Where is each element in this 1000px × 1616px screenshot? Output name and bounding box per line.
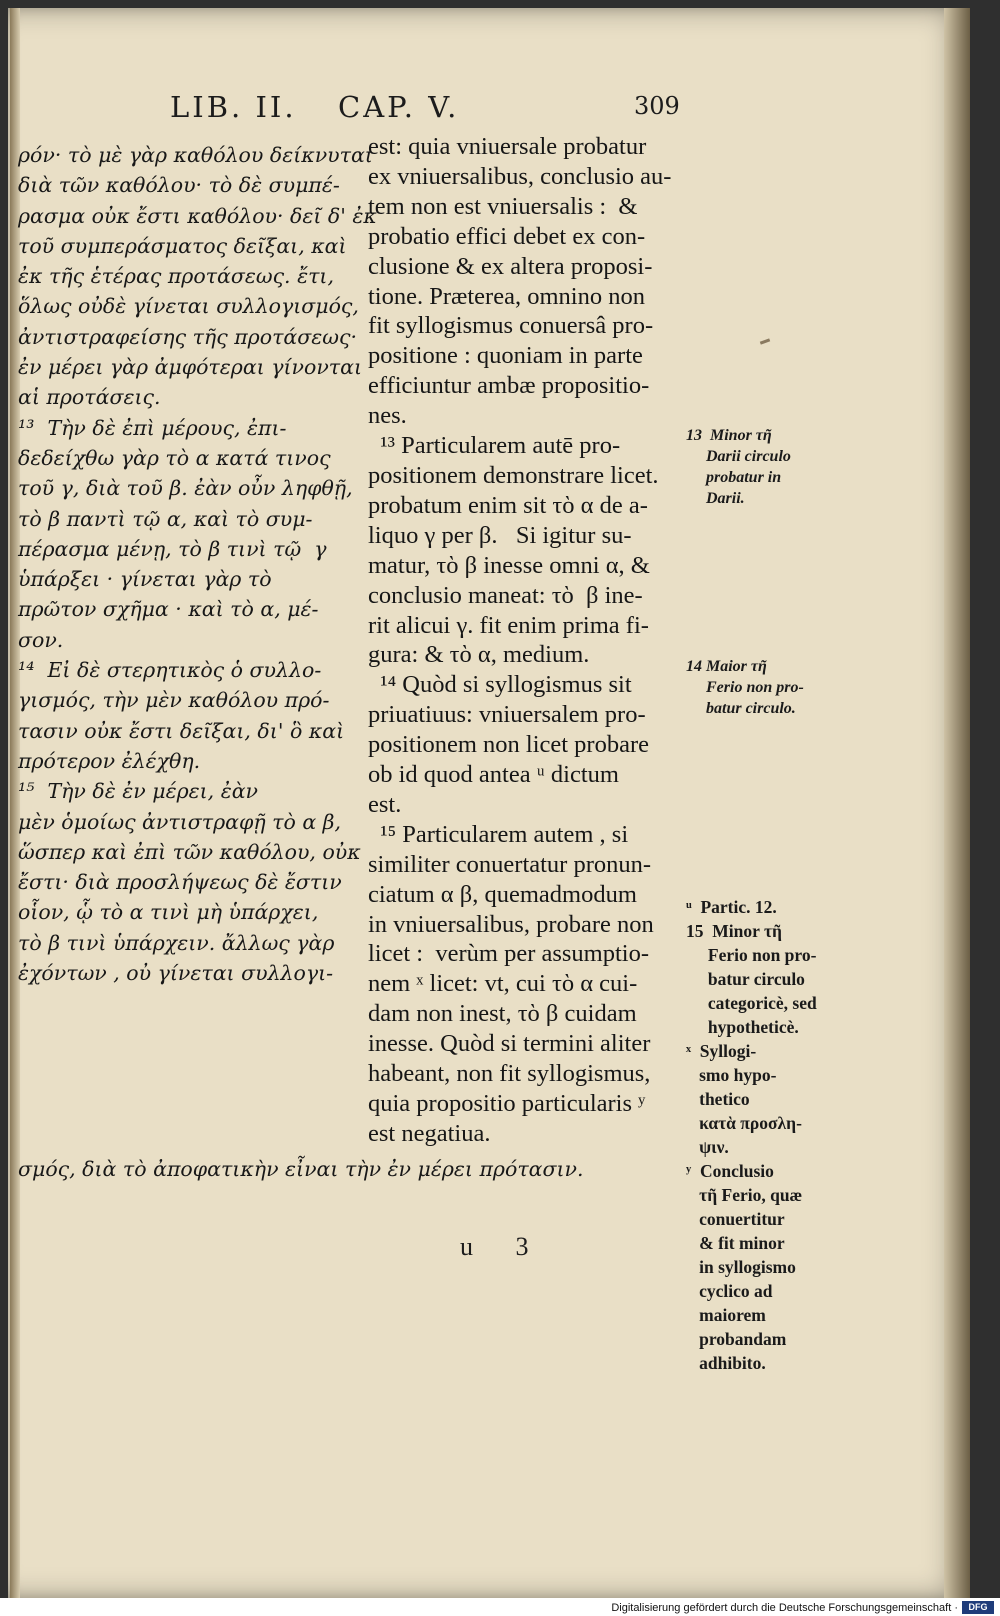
- latin-text-line: habeant, non fit syllogismus,: [368, 1060, 651, 1088]
- latin-text-line: conclusio maneat: τὸ β ine-: [368, 581, 643, 609]
- latin-text-line: ¹⁴ Quòd si syllogismus sit: [368, 671, 632, 699]
- greek-text-line: ὅλως οὐδὲ γίνεται συλλογισμός,: [18, 294, 359, 319]
- latin-text-line: probatum enim sit τὸ α de a-: [368, 491, 648, 519]
- latin-text-line: priuatiuus: vniuersalem pro-: [368, 701, 646, 729]
- footer-credit: Digitalisierung gefördert durch die Deutsche Forschungsgemeinschaft ·: [611, 1602, 958, 1614]
- latin-text-line: positionem non licet probare: [368, 731, 649, 759]
- greek-text-line: αἱ προτάσεις.: [18, 385, 161, 410]
- signature-mark: u 3: [460, 1232, 547, 1261]
- latin-text-line: ciatum α β, quemadmodum: [368, 880, 637, 908]
- latin-text-line: clusione & ex altera proposi-: [368, 252, 653, 280]
- latin-text-line: positionem demonstrare licet.: [368, 461, 659, 489]
- greek-text-line: μὲν ὁμοίως ἀντιστραφῇ τὸ α β,: [18, 809, 342, 834]
- running-header: [170, 90, 690, 130]
- latin-text-line: est: quia vniuersale probatur: [368, 133, 647, 160]
- greek-text-line: πέρασμα μένῃ, τὸ β τινὶ τῷ γ: [18, 536, 327, 561]
- greek-text-line: ἔστι· διὰ προσλήψεως δὲ ἔστιν: [18, 870, 342, 895]
- latin-text-line: probatio effici debet ex con-: [368, 222, 646, 250]
- latin-text-line: matur, τὸ β inesse omni α, &: [368, 551, 650, 579]
- greek-text-line: ¹⁵ Τὴν δὲ ἐν μέρει, ἐὰν: [18, 779, 258, 804]
- greek-text-line: τοῦ συμπεράσματος δεῖξαι, καὶ: [18, 233, 347, 258]
- latin-text-line: quia propositio particularis ʸ: [368, 1090, 646, 1117]
- latin-text-line: tem non est vniuersalis : &: [368, 192, 638, 220]
- greek-text-line: δεδείχθω γὰρ τὸ α κατά τινος: [18, 445, 331, 470]
- greek-text-line: σον.: [18, 627, 64, 652]
- latin-text-line: inesse. Quòd si termini aliter: [368, 1030, 651, 1058]
- greek-text-line: οἷον, ᾧ τὸ α τινὶ μὴ ὑπάρχει,: [18, 900, 319, 925]
- latin-text-line: ¹³ Particularem autē pro-: [368, 432, 621, 460]
- footer-bar: [0, 1598, 1000, 1616]
- greek-text-line: ¹⁴ Εἰ δὲ στερητικὸς ὁ συλλο-: [18, 658, 322, 683]
- page-edge-shadow: [944, 8, 970, 1598]
- latin-text-column: [368, 132, 683, 1149]
- latin-text-line: nem ˣ licet: vt, cui τὸ α cui-: [368, 970, 638, 998]
- margin-notes-lower: ᵘ Partic. 12. 15 Minor τῆ Ferio non pro- batur circulo categoricè, sed hypotheticè. ˣ Syllogi- smo hypo- thetico κατὰ προσλη- ψιν. ʸ Conclusio τῆ Ferio, quæ conuertitur & fit minor in syllogismo cyclico ad maiorem probandam adhibito.: [686, 897, 817, 1373]
- greek-text-line: ἐκ τῆς ἑτέρας προτάσεως. ἔτι,: [18, 264, 334, 289]
- greek-text-line: πρῶτον σχῆμα · καὶ τὸ α, μέ-: [18, 597, 319, 622]
- latin-text-line: rit alicui γ. fit enim prima fi-: [368, 611, 649, 639]
- greek-text-line: τοῦ γ, διὰ τοῦ β. ἐὰν οὖν ληφθῇ,: [18, 476, 353, 501]
- latin-text-line: similiter conuertatur pronun-: [368, 850, 652, 878]
- greek-text-line: ὑπάρξει · γίνεται γὰρ τὸ: [18, 567, 272, 592]
- greek-text-line: τὸ β παντὶ τῷ α, καὶ τὸ συμ-: [18, 506, 313, 531]
- latin-text-line: dam non inest, τὸ β cuidam: [368, 1000, 637, 1028]
- greek-text-line: ἀντιστραφείσης τῆς προτάσεως·: [18, 324, 357, 349]
- latin-text-line: in vniuersalibus, probare non: [368, 910, 654, 938]
- latin-text-line: liquo γ per β. Si igitur su-: [368, 521, 632, 549]
- latin-text-line: tione. Præterea, omnino non: [368, 282, 645, 310]
- latin-text-line: efficiuntur ambæ propositio-: [368, 372, 650, 400]
- latin-text-line: ob id quod antea ᵘ dictum: [368, 761, 619, 789]
- latin-text-line: fit syllogismus conuersâ pro-: [368, 312, 654, 340]
- greek-text-line: ρασμα οὐκ ἔστι καθόλου· δεῖ δ' ἐκ: [18, 203, 377, 228]
- latin-text-line: ¹⁵ Particularem autem , si: [368, 820, 629, 848]
- page-number: 309: [634, 92, 680, 120]
- greek-text-line: διὰ τῶν καθόλου· τὸ δὲ συμπέ-: [18, 173, 340, 198]
- latin-text-line: gura: & τὸ α, medium.: [368, 641, 590, 669]
- header-chapter: CAP. V.: [338, 90, 460, 124]
- greek-text-line: ρόν· τὸ μὲ γὰρ καθόλου δείκνυται: [18, 143, 373, 167]
- greek-text-line: τὸ β τινὶ ὑπάρχειν. ἄλλως γὰρ: [18, 930, 335, 955]
- greek-text-line: ἐχόντων , οὐ γίνεται συλλογι-: [18, 961, 334, 986]
- latin-text-line: est.: [368, 790, 402, 818]
- latin-text-line: est negatiua.: [368, 1119, 491, 1147]
- margin-notes-upper: 13 Minor τῆ Darii circulo probatur in Darii. 14 Maior τῆ Ferio non pro- batur circulo.: [686, 427, 804, 717]
- greek-text-line: ἐν μέρει γὰρ ἀμφότεραι γίνονται: [18, 355, 363, 380]
- greek-text-column: [18, 140, 377, 988]
- greek-text-line: τασιν οὐκ ἔστι δεῖξαι, δι' ὃ καὶ: [18, 718, 345, 743]
- latin-text-line: nes.: [368, 402, 407, 430]
- greek-tail-line: σμός, διὰ τὸ ἀποφατικὴν εἶναι τὴν ἐν μέρει πρότασιν.: [18, 1157, 584, 1181]
- dfg-logo-icon: DFG: [962, 1601, 994, 1614]
- latin-text-line: licet : verùm per assumptio-: [368, 940, 649, 968]
- header-book: LIB. II.: [170, 90, 297, 124]
- greek-text-line: γισμός, τὴν μὲν καθόλου πρό-: [18, 688, 330, 713]
- greek-text-line: ὥσπερ καὶ ἐπὶ τῶν καθόλου, οὐκ: [18, 839, 361, 864]
- greek-text-line: πρότερον ἐλέχθη.: [18, 748, 201, 773]
- latin-text-line: ex vniuersalibus, conclusio au-: [368, 162, 672, 190]
- greek-text-line: ¹³ Τὴν δὲ ἐπὶ μέρους, ἐπι-: [18, 415, 287, 440]
- latin-text-line: positione : quoniam in parte: [368, 342, 643, 370]
